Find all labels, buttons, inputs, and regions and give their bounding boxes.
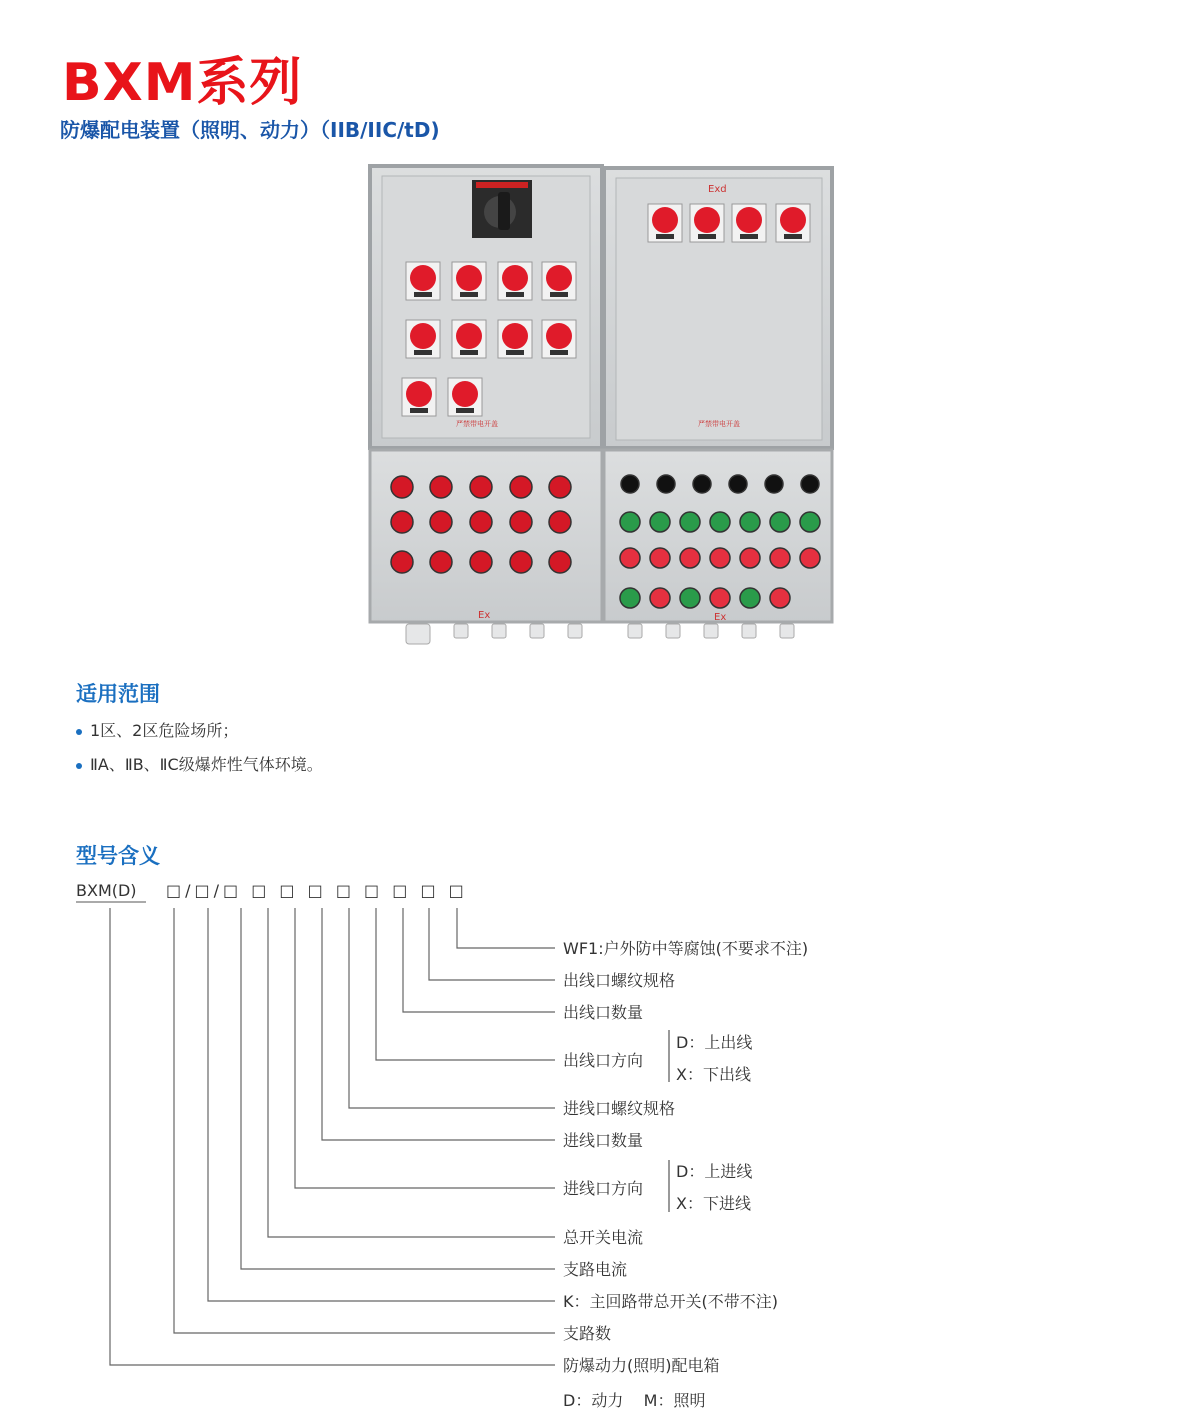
indicator-lamp	[430, 551, 452, 573]
indicator-lamp	[510, 476, 532, 498]
model-label: 出线口方向	[563, 1051, 644, 1070]
scope-item: 1区、2区危险场所；	[76, 718, 238, 741]
indicator-lamp	[620, 548, 640, 568]
breaker	[776, 204, 810, 242]
indicator-lamp	[549, 511, 571, 533]
page-title: BXM系列	[62, 53, 303, 113]
top-left-marking: 严禁带电开盖	[456, 420, 498, 428]
indicator-lamp	[657, 475, 675, 493]
indicator-lamp	[620, 588, 640, 608]
lead-line	[403, 908, 555, 1012]
indicator-lamp	[391, 511, 413, 533]
indicator-lamp	[710, 548, 730, 568]
indicator-lamp	[621, 475, 639, 493]
breaker	[406, 262, 440, 300]
breaker	[406, 320, 440, 358]
model-code-prefix: BXM(D)	[76, 881, 137, 900]
breaker	[448, 378, 482, 416]
indicator-lamp	[510, 511, 532, 533]
breaker	[402, 378, 436, 416]
indicator-lamp	[765, 475, 783, 493]
lead-line	[295, 908, 555, 1188]
breaker	[452, 320, 486, 358]
lead-line	[241, 908, 555, 1269]
model-label: 出线口螺纹规格	[563, 971, 676, 990]
page-subtitle: 防爆配电装置（照明、动力）（IIB/IIC/tD)	[60, 118, 440, 142]
lead-line	[322, 908, 555, 1140]
indicator-lamp	[650, 512, 670, 532]
indicator-lamp	[770, 512, 790, 532]
out-dir-option-up: D：上出线	[676, 1033, 753, 1052]
indicator-lamp	[800, 548, 820, 568]
indicator-lamp	[710, 512, 730, 532]
indicator-lamp	[770, 548, 790, 568]
breaker	[498, 320, 532, 358]
model-code-slots: □/□/□ □ □ □ □ □ □ □ □	[166, 881, 468, 900]
indicator-lamp	[740, 512, 760, 532]
model-label: 进线口数量	[563, 1131, 644, 1150]
breaker	[732, 204, 766, 242]
breaker	[452, 262, 486, 300]
indicator-lamp	[620, 512, 640, 532]
indicator-lamp	[650, 548, 670, 568]
breaker	[498, 262, 532, 300]
indicator-lamp	[650, 588, 670, 608]
indicator-lamp	[680, 512, 700, 532]
scope-item: ⅡA、ⅡB、ⅡC级爆炸性气体环境。	[76, 752, 323, 775]
lead-line	[457, 908, 555, 948]
bottom-left-label: Ex	[478, 610, 491, 621]
model-label: WF1:户外防中等腐蚀(不要求不注)	[563, 939, 809, 958]
indicator-lamp	[470, 511, 492, 533]
indicator-lamp	[680, 588, 700, 608]
indicator-lamp	[740, 548, 760, 568]
indicator-lamp	[391, 476, 413, 498]
model-label: 支路电流	[563, 1260, 628, 1279]
model-label: 支路数	[563, 1324, 612, 1343]
out-dir-option-down: X：下出线	[676, 1065, 751, 1084]
top-right-label: Exd	[708, 184, 727, 195]
in-dir-option-up: D：上进线	[676, 1162, 753, 1181]
indicator-lamp	[430, 476, 452, 498]
indicator-lamp	[801, 475, 819, 493]
bottom-right-label: Ex	[714, 612, 727, 623]
indicator-lamp	[710, 588, 730, 608]
top-right-marking: 严禁带电开盖	[698, 420, 740, 428]
indicator-lamp	[800, 512, 820, 532]
indicator-lamp	[430, 511, 452, 533]
model-footer: D：动力 M：照明	[563, 1391, 706, 1410]
lead-line	[429, 908, 555, 980]
model-heading: 型号含义	[76, 844, 160, 868]
breaker	[690, 204, 724, 242]
product-photo	[366, 162, 836, 652]
indicator-lamp	[693, 475, 711, 493]
lead-line	[110, 908, 555, 1365]
in-dir-option-down: X：下进线	[676, 1194, 751, 1213]
lead-line	[208, 908, 555, 1301]
indicator-lamp	[470, 476, 492, 498]
indicator-lamp	[680, 548, 700, 568]
indicator-lamp	[770, 588, 790, 608]
indicator-lamp	[549, 476, 571, 498]
model-label: 进线口螺纹规格	[563, 1099, 676, 1118]
indicator-lamp	[510, 551, 532, 573]
indicator-lamp	[470, 551, 492, 573]
model-label: 出线口数量	[563, 1003, 644, 1022]
model-label: K：主回路带总开关(不带不注)	[563, 1292, 778, 1311]
breaker	[648, 204, 682, 242]
indicator-lamp	[391, 551, 413, 573]
indicator-lamp	[740, 588, 760, 608]
breaker	[542, 320, 576, 358]
model-label: 总开关电流	[563, 1228, 644, 1247]
model-label: 进线口方向	[563, 1179, 644, 1198]
breaker	[542, 262, 576, 300]
indicator-lamp	[729, 475, 747, 493]
lead-line	[349, 908, 555, 1108]
scope-heading: 适用范围	[76, 682, 160, 706]
model-label: 防爆动力(照明)配电箱	[563, 1356, 720, 1375]
indicator-lamp	[549, 551, 571, 573]
model-code-diagram	[0, 870, 1200, 1425]
